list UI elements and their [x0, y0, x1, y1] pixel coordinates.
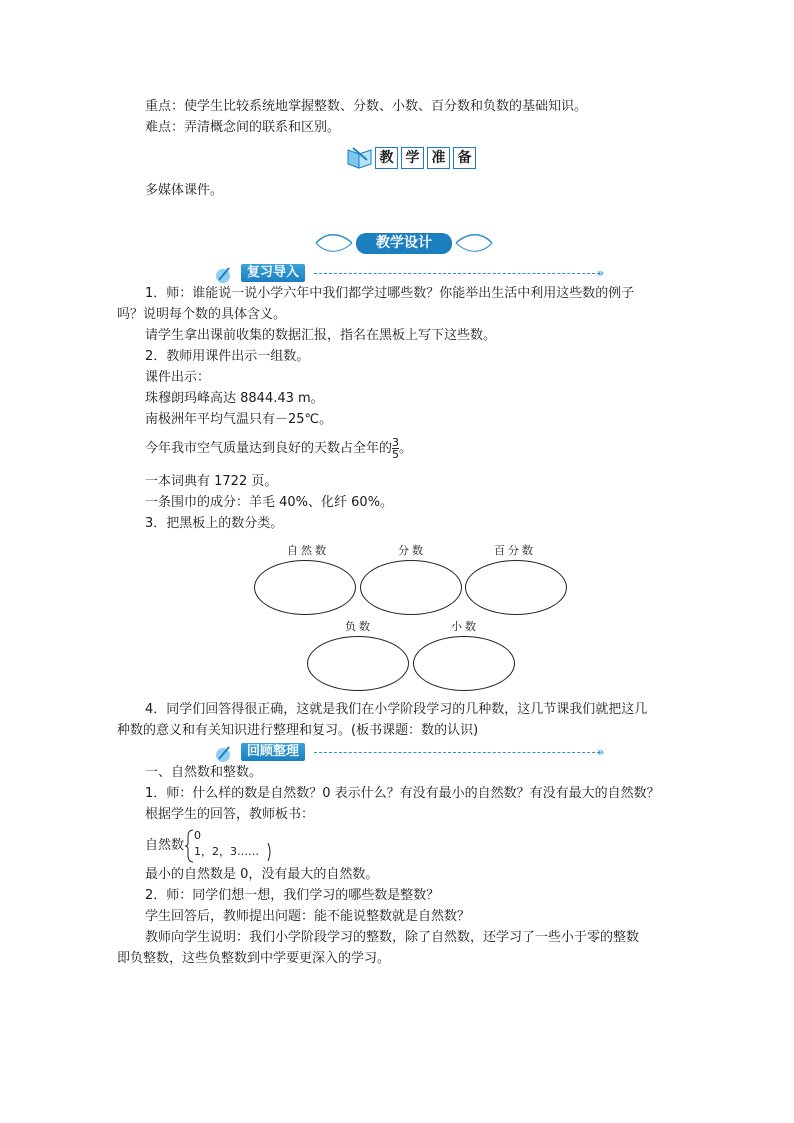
- arrow-right-icon: »: [597, 266, 605, 280]
- prep-header: [345, 146, 477, 170]
- oval-label-fraction: 分数: [398, 544, 426, 557]
- paragraph: 4．同学们回答得很正确，这就是我们在小学阶段学习的几种数，这几节课我们就把这几: [145, 702, 648, 717]
- paragraph: 请学生拿出课前收集的数据汇报，指名在黑板上写下这些数。: [145, 328, 497, 343]
- fraction-sentence: [145, 436, 412, 462]
- fraction-three-fifths: [392, 437, 399, 460]
- fraction-denominator: 5: [392, 448, 400, 461]
- oval-negative: [307, 636, 409, 691]
- paragraph: 即负整数，这些负整数到中学要更深入的学习。: [117, 951, 391, 966]
- paragraph: 珠穆朗玛峰高达 8844.43 m。: [145, 391, 324, 406]
- fraction-numerator: 3: [392, 436, 400, 449]
- oval-decimal: [413, 636, 515, 691]
- oval-label-natural: 自然数: [287, 544, 329, 557]
- paragraph: 最小的自然数是 0，没有最大的自然数。: [145, 867, 379, 882]
- design-banner: [312, 228, 496, 258]
- sprout-icon: [213, 743, 239, 763]
- paragraph: 3．把黑板上的数分类。: [145, 516, 284, 531]
- paragraph: 1．师：谁能说一说小学六年中我们都学过哪些数？你能举出生活中利用这些数的例子: [145, 286, 635, 301]
- review-sort-title: 回顾整理: [241, 743, 305, 761]
- review-intro-title: 复习导入: [241, 264, 305, 282]
- arrow-right-icon: »: [597, 745, 605, 759]
- paragraph: 教师向学生说明：我们小学阶段学习的整数，除了自然数，还学习了一些小于零的整数: [145, 930, 640, 945]
- paragraph: 课件出示：: [145, 370, 211, 385]
- paragraph: 一条围巾的成分：羊毛 40%、化纤 60%。: [145, 495, 394, 510]
- paragraph: 一本词典有 1722 页。: [145, 474, 278, 489]
- key-point-text: 重点：使学生比较系统地掌握整数、分数、小数、百分数和负数的基础知识。: [145, 99, 588, 114]
- section-divider: [314, 752, 600, 753]
- right-paren: [267, 842, 273, 862]
- book-icon: [345, 146, 375, 170]
- paragraph: 2．教师用课件出示一组数。: [145, 349, 310, 364]
- design-title: 教学设计: [376, 235, 432, 251]
- sprout-icon: [213, 264, 239, 284]
- paragraph: 2．师：同学们想一想，我们学习的哪些数是整数？: [145, 888, 440, 903]
- paragraph: 南极洲年平均气温只有－25℃。: [145, 412, 333, 427]
- natural-number-zero: 0: [194, 829, 201, 842]
- oval-label-negative: 负数: [345, 620, 373, 633]
- oval-percent: [465, 560, 567, 615]
- oval-label-decimal: 小数: [451, 620, 479, 633]
- fraction-sentence-post: 。: [399, 441, 413, 456]
- natural-number-board: [145, 829, 285, 863]
- oval-fraction: [360, 560, 462, 615]
- prep-content: 多媒体课件。: [145, 183, 224, 198]
- oval-label-percent: 百分数: [494, 544, 536, 557]
- prep-title-char: 教: [375, 147, 398, 169]
- prep-title-char: 学: [401, 147, 424, 169]
- fraction-sentence-pre: 今年我市空气质量达到良好的天数占全年的: [145, 441, 393, 456]
- paragraph: 学生回答后，教师提出问题：能不能说整数就是自然数？: [145, 909, 471, 924]
- natural-number-sequence: 1，2，3……: [194, 845, 259, 858]
- paragraph: 一、自然数和整数。: [145, 765, 263, 780]
- oval-natural: [254, 560, 356, 615]
- difficulty-text: 难点：弄清概念间的联系和区别。: [145, 120, 341, 135]
- natural-number-label: 自然数: [145, 838, 185, 853]
- section-divider: [314, 273, 600, 274]
- paragraph: 1．师：什么样的数是自然数？0 表示什么？有没有最小的自然数？有没有最大的自然数？: [145, 786, 660, 801]
- paragraph: 根据学生的回答，教师板书：: [145, 807, 315, 822]
- prep-title-char: 备: [453, 147, 476, 169]
- paragraph: 吗？说明每个数的具体含义。: [117, 307, 287, 322]
- prep-title-char: 准: [427, 147, 450, 169]
- paragraph: 种数的意义和有关知识进行整理和复习。(板书课题：数的认识): [117, 723, 479, 738]
